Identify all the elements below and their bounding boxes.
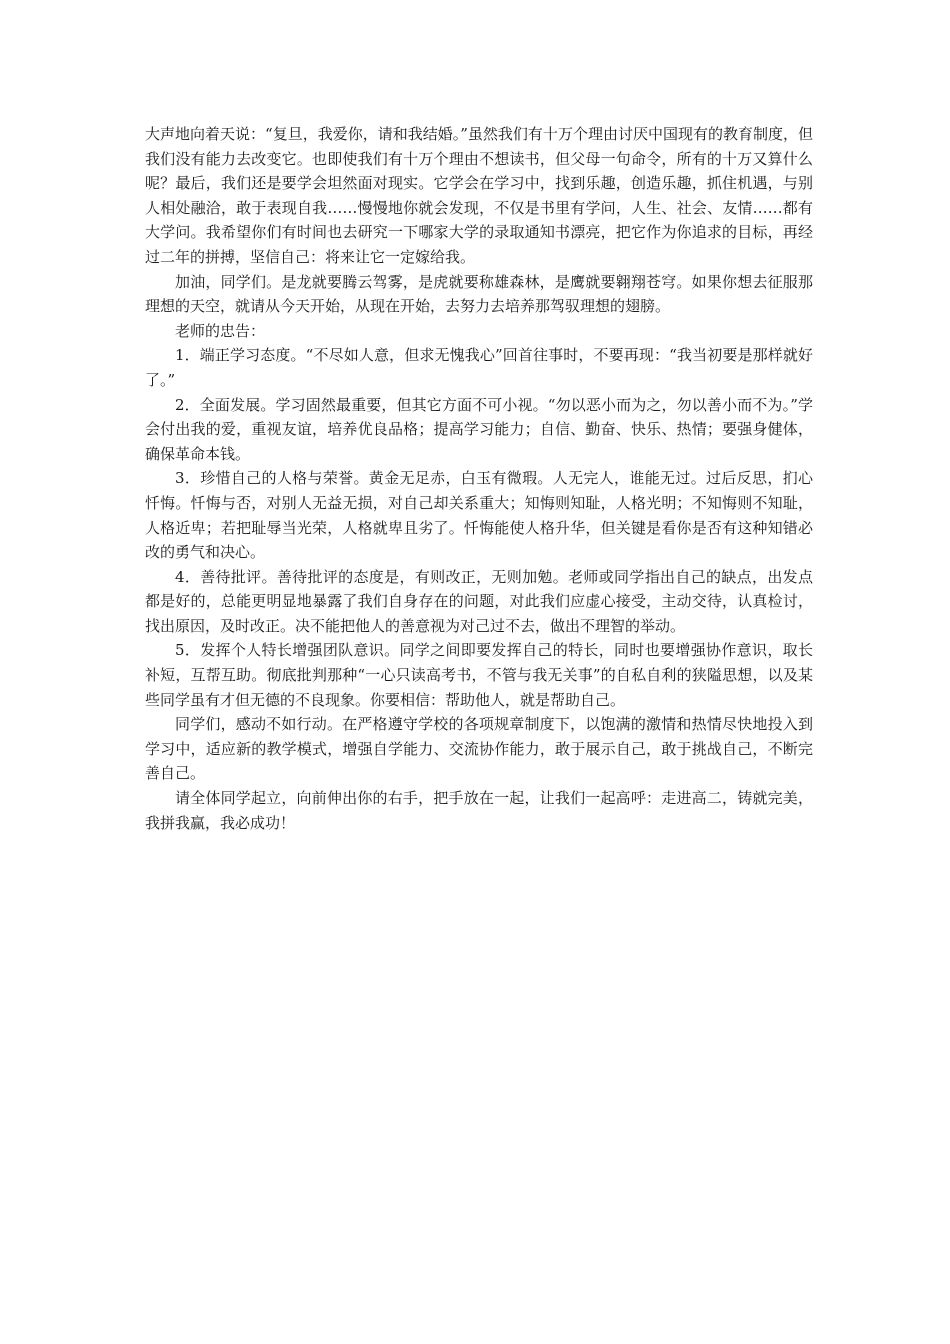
document-page xyxy=(145,122,813,835)
paragraph-encouragement: 加油，同学们。是龙就要腾云驾雾，是虎就要称雄森林，是鹰就要翱翔苍穹。如果你想去征服那理想的天空，就请从今天开始，从现在开始，去努力去培养那驾驭理想的翅膀。 xyxy=(145,272,813,316)
advice-item-4: 4．善待批评。善待批评的态度是，有则改正，无则加勉。老师或同学指出自己的缺点，出发点都是好的，总能更明显地暴露了我们自身存在的问题，对此我们应虚心接受，主动交待，认真检讨，找出原因，及时改正。决不能把他人的善意视为对己过不去，做出不理智的举动。 xyxy=(145,567,813,635)
paragraph-opening-continuation: 大声地向着天说：“复旦，我爱你，请和我结婚。”虽然我们有十万个理由讨厌中国现有的教育制度，但我们没有能力去改变它。也即使我们有十万个理由不想读书，但父母一句命令，所有的十万又算什么呢？最后，我们还是要学会坦然面对现实。它学会在学习中，找到乐趣，创造乐趣，抓住机遇，与别人相处融洽，敢于表现自我……慢慢地你就会发现，不仅是书里有学问，人生、社会、友情……都有大学问。我希望你们有时间也去研究一下哪家大学的录取通知书漂亮，把它作为你追求的目标，再经过二年的拼搏，坚信自己：将来让它一定嫁给我。 xyxy=(145,125,813,266)
advice-item-5: 5．发挥个人特长增强团队意识。同学之间即要发挥自己的特长，同时也要增强协作意识，取长补短，互帮互助。彻底批判那种“一心只读高考书，不管与我无关事”的自私自利的狭隘思想，以及某些同学虽有才但无德的不良现象。你要相信：帮助他人，就是帮助自己。 xyxy=(145,641,813,709)
advice-item-2: 2．全面发展。学习固然最重要，但其它方面不可小视。“勿以恶小而为之，勿以善小而不为。”学会付出我的爱，重视友谊，培养优良品格；提高学习能力；自信、勤奋、快乐、热情；要强身健体，确保革命本钱。 xyxy=(145,395,813,463)
advice-item-1: 1．端正学习态度。“不尽如人意，但求无愧我心”回首往事时，不要再现：“我当初要是那样就好了。” xyxy=(145,346,813,389)
advice-item-3: 3．珍惜自己的人格与荣誉。黄金无足赤，白玉有微瑕。人无完人，谁能无过。过后反思，扪心忏悔。忏悔与否，对别人无益无损，对自己却关系重大；知悔则知耻，人格光明；不知悔则不知耻，人格近卑；若把耻辱当光荣，人格就卑且劣了。忏悔能使人格升华，但关键是看你是否有这种知错必改的勇气和决心。 xyxy=(145,469,813,562)
paragraph-call-to-action: 同学们，感动不如行动。在严格遵守学校的各项规章制度下，以饱满的激情和热情尽快地投入到学习中，适应新的教学模式，增强自学能力、交流协作能力，敢于展示自己，敢于挑战自己，不断完善自己。 xyxy=(145,715,813,783)
paragraph-closing: 请全体同学起立，向前伸出你的右手，把手放在一起，让我们一起高呼：走进高二，铸就完美，我拼我赢，我必成功！ xyxy=(145,789,813,832)
advice-heading: 老师的忠告： xyxy=(175,321,266,340)
